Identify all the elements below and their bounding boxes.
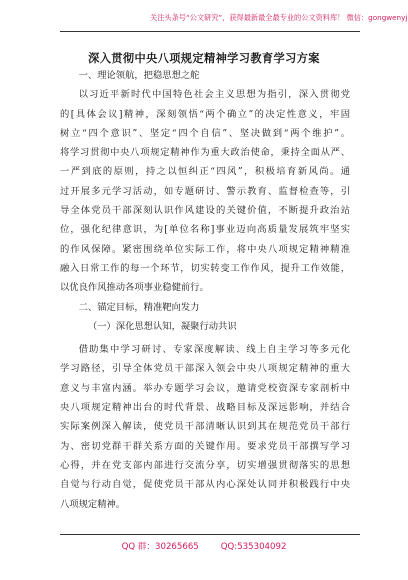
paragraph-line: 为、密切党群干群关系方面的关键作用。要求党员干部撰写学习 [60, 440, 350, 452]
subsection-heading-1: （一）深化思想认知，凝聚行动共识 [87, 320, 237, 332]
document-body [60, 66, 350, 514]
header-divider [60, 31, 360, 32]
paragraph-line: 八项规定精神。 [60, 498, 126, 510]
section-heading-2: 二、锚定目标，精准靶向发力 [78, 301, 200, 313]
paragraph-line: 一严到底的原则，持之以恒纠正“四风”，积极培育新风尚。通 [60, 166, 350, 178]
paragraph-line: 将学习贯彻中央八项规定精神作为重大政治使命，秉持全面从严、 [60, 147, 350, 159]
paragraph-line: 位，强化纪律意识，为[单位名称]事业迈向高质量发展筑牢坚实 [60, 224, 350, 236]
paragraph-line: 心得，并在党支部内部进行交流分享，切实增强贯彻落实的思想 [60, 459, 350, 471]
paragraph-line: 实际案例深入解读，使党员干部清晰认识到其在规范党员干部行 [60, 421, 350, 433]
paragraph-line: 意义与丰富内涵。举办专题学习会议，邀请党校资深专家剖析中 [60, 382, 350, 394]
paragraph-line: 以优良作风推动各项事业稳健前行。 [60, 282, 209, 294]
qq-group-number: QQ 群：30265665 [121, 542, 199, 552]
footer-divider [60, 534, 360, 535]
paragraph-line: 的[具体会议]精神，深刻领悟“两个确立”的决定性意义，牢固 [60, 108, 350, 120]
paragraph-line: 学习路径，引导全体党员干部深入领会中央八项规定精神的重大 [60, 363, 350, 375]
section-heading-1: 一、理论领航，把稳思想之舵 [78, 70, 200, 81]
paragraph-line: 自觉与行动自觉，促使党员干部从内心深处认同并积极践行中央 [60, 479, 350, 491]
paragraph-line: 以习近平新时代中国特色社会主义思想为指引，深入贯彻党 [78, 89, 350, 101]
paragraph-line: 央八项规定精神出台的时代背景、战略目标及深远影响，并结合 [60, 402, 350, 414]
footer-contact [0, 540, 408, 552]
qq-number: QQ:535304092 [220, 542, 287, 552]
paragraph-line: 过开展多元学习活动，如专题研讨、警示教育、监督检查等，引 [60, 185, 350, 197]
paragraph-line: 借助集中学习研讨、专家深度解读、线上自主学习等多元化 [78, 344, 350, 356]
document-title: 深入贯彻中央八项规定精神学习教育学习方案 [88, 51, 320, 65]
paragraph-line: 树立“四个意识”、坚定“四个自信”、坚决做到“两个维护”。 [60, 127, 350, 139]
promo-banner[interactable]: 关注头条号“公文研究”，获得最新最全最专业的公文资料库！ 微信：gongwenyj [150, 13, 408, 22]
paragraph-line: 融入日常工作的每一个环节，切实转变工作作风，提升工作效能， [60, 262, 350, 274]
paragraph-line: 的作风保障。紧密围绕单位实际工作，将中央八项规定精神精准 [60, 243, 350, 255]
paragraph-line: 导全体党员干部深刻认识作风建设的关键价值，不断提升政治站 [60, 205, 350, 217]
